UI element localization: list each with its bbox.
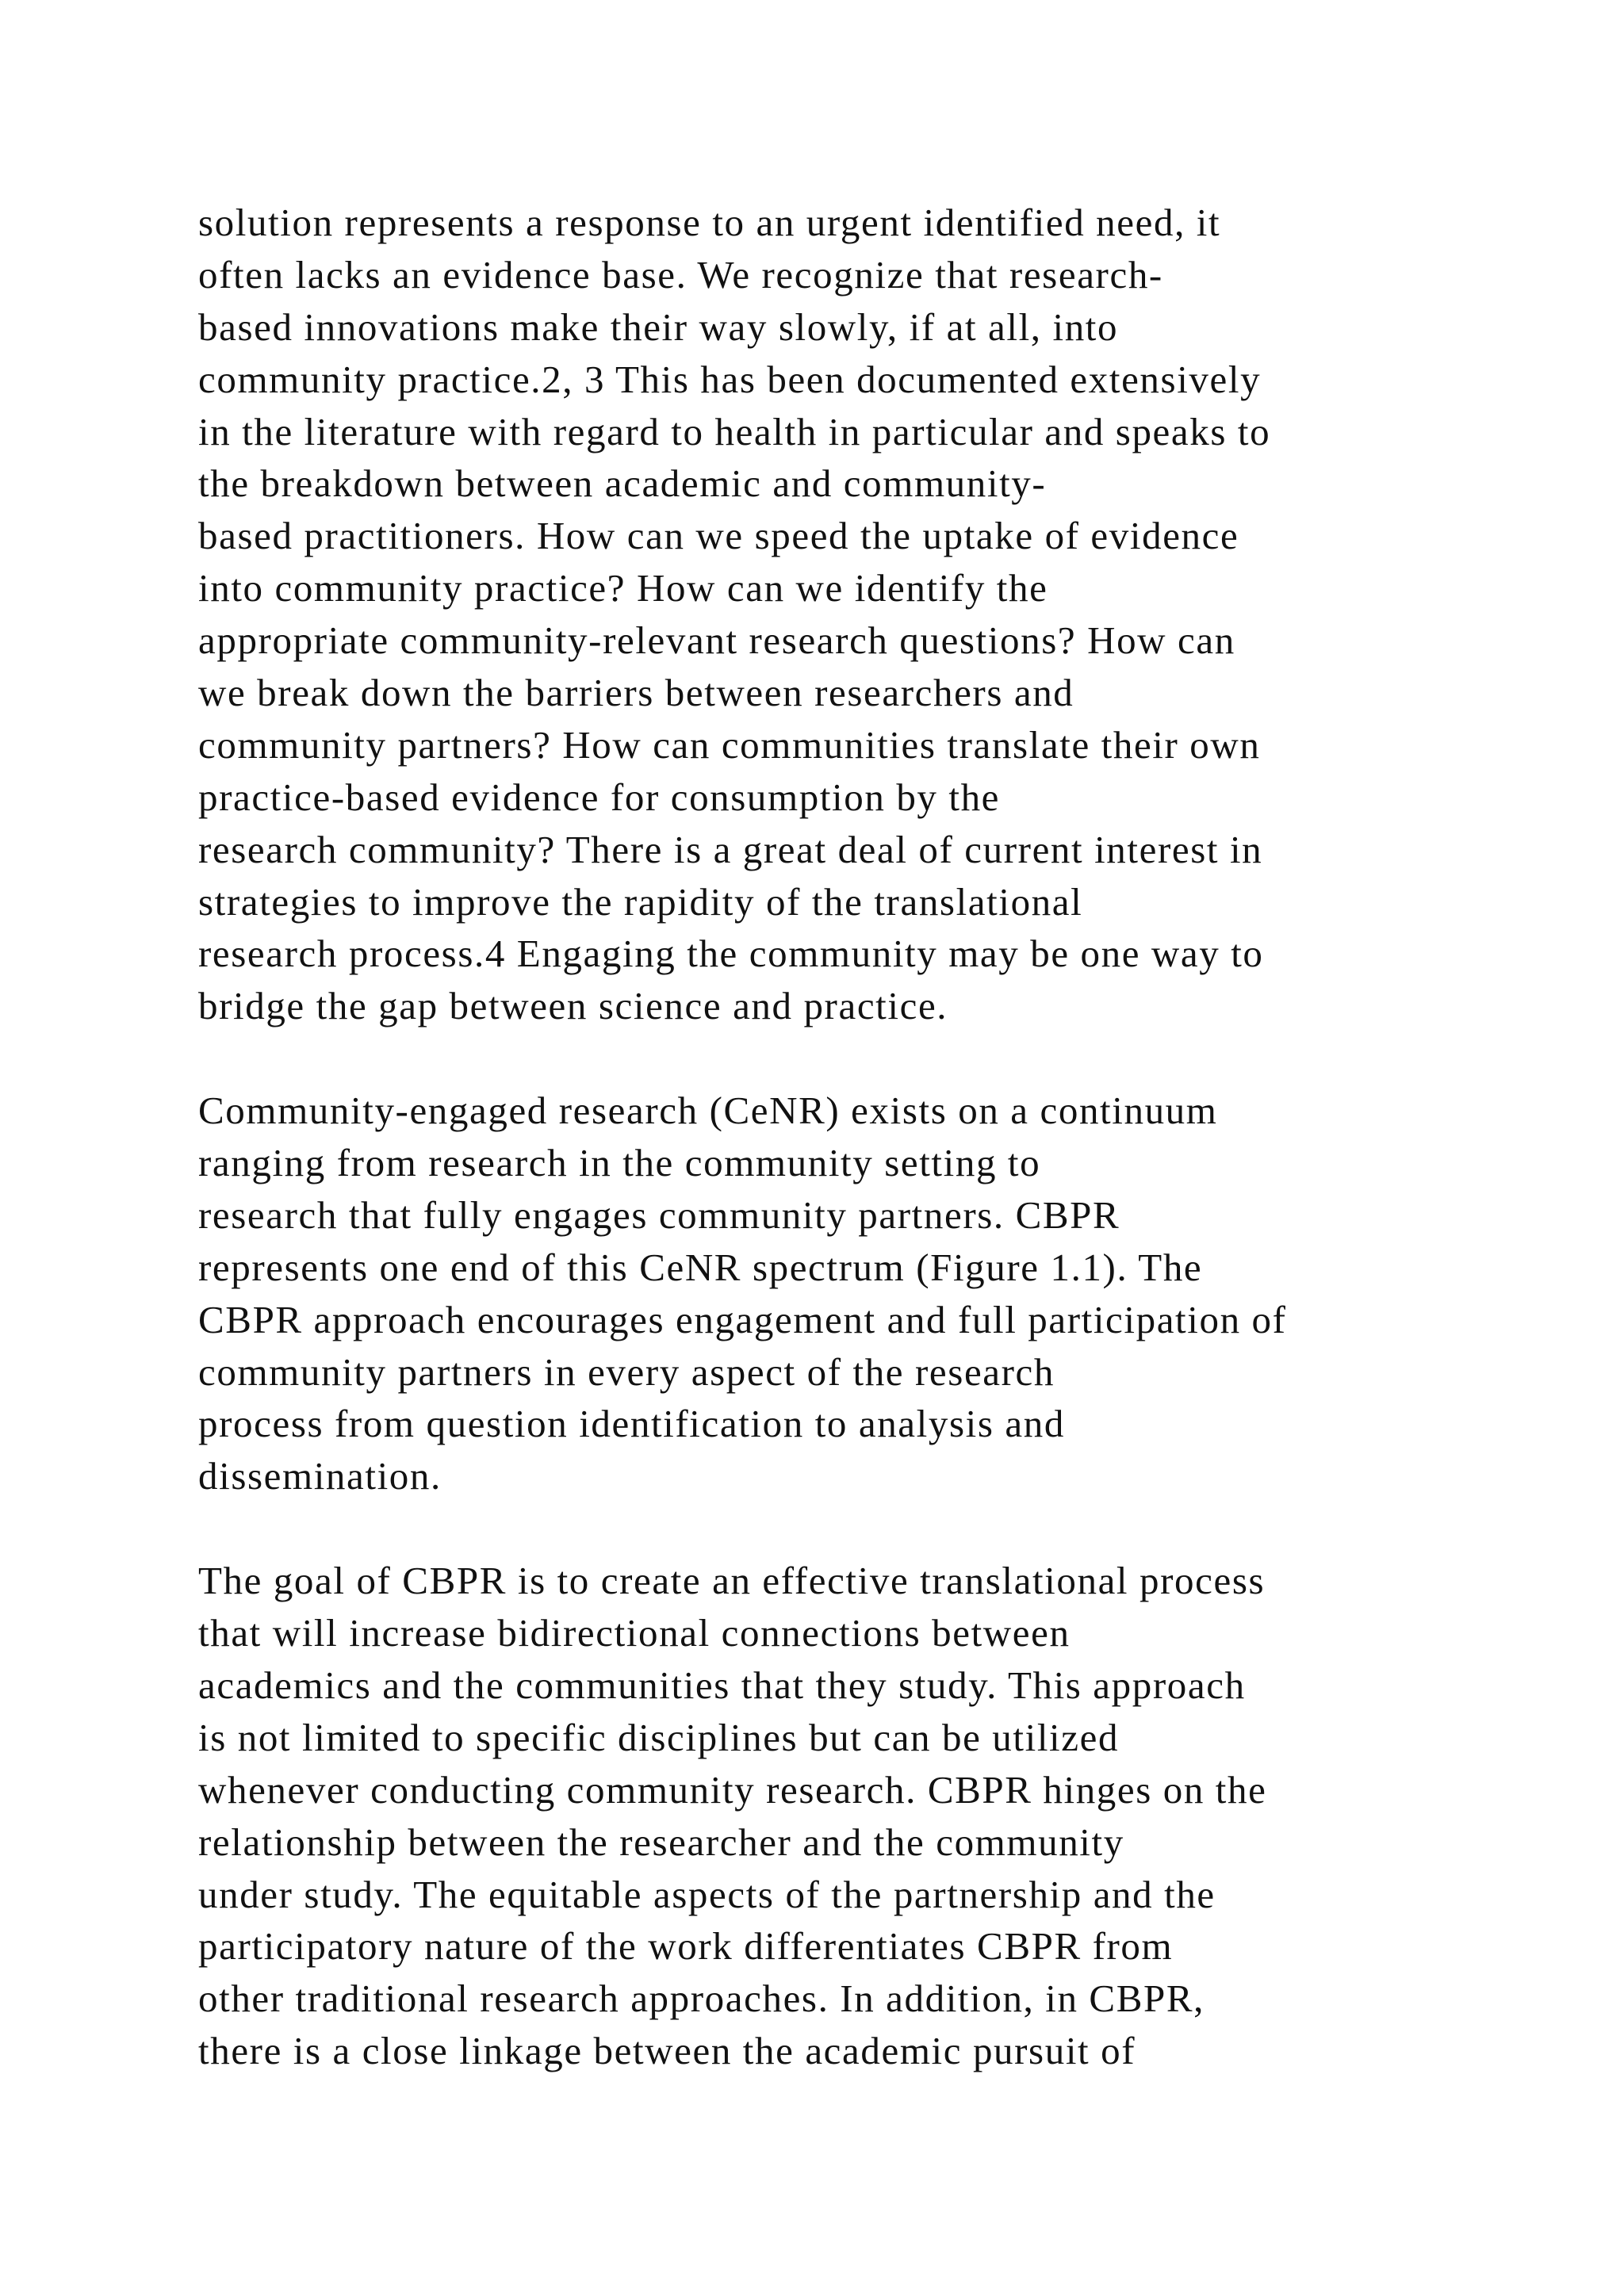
- text-line: research that fully engages community partners. CBPR: [198, 1192, 1120, 1237]
- text-line: practice-based evidence for consumption by the: [198, 775, 1001, 819]
- text-line: into community practice? How can we identify the: [198, 566, 1048, 610]
- text-line: dissemination.: [198, 1454, 442, 1498]
- text-line: strategies to improve the rapidity of the translational: [198, 879, 1083, 924]
- paragraph-cenr-continuum: [198, 1085, 1546, 1502]
- text-line: community partners? How can communities translate their own: [198, 722, 1261, 767]
- text-line: appropriate community-relevant research questions? How can: [198, 618, 1235, 663]
- text-line: represents one end of this CeNR spectrum (Figure 1.1). The: [198, 1245, 1203, 1289]
- text-line: bridge the gap between science and practice.: [198, 984, 948, 1028]
- text-line: other traditional research approaches. In addition, in CBPR,: [198, 1976, 1205, 2021]
- body-text: [198, 197, 1546, 2077]
- text-line: ranging from research in the community setting to: [198, 1141, 1041, 1185]
- text-line: CBPR approach encourages engagement and full participation of: [198, 1297, 1287, 1341]
- text-line: The goal of CBPR is to create an effective translational process: [198, 1559, 1266, 1603]
- text-line: participatory nature of the work differentiates CBPR from: [198, 1924, 1174, 1969]
- text-line: we break down the barriers between researchers and: [198, 671, 1074, 715]
- paragraph-cbpr-goal: [198, 1555, 1546, 2077]
- text-line: in the literature with regard to health in particular and speaks to: [198, 409, 1271, 453]
- text-line: often lacks an evidence base. We recognize that research-: [198, 252, 1163, 297]
- text-line: under study. The equitable aspects of the partnership and the: [198, 1872, 1216, 1916]
- text-line: the breakdown between academic and community-: [198, 461, 1047, 506]
- text-line: relationship between the researcher and the community: [198, 1820, 1124, 1864]
- text-line: process from question identification to analysis and: [198, 1402, 1065, 1446]
- text-line: there is a close linkage between the academic pursuit of: [198, 2029, 1136, 2073]
- text-line: whenever conducting community research. CBPR hinges on the: [198, 1767, 1267, 1812]
- text-line: based practitioners. How can we speed the uptake of evidence: [198, 514, 1239, 558]
- text-line: research community? There is a great deal of current interest in: [198, 827, 1263, 871]
- text-line: community partners in every aspect of the research: [198, 1349, 1055, 1394]
- text-line: is not limited to specific disciplines but can be utilized: [198, 1715, 1120, 1759]
- text-line: research process.4 Engaging the community may be one way to: [198, 932, 1264, 976]
- text-line: that will increase bidirectional connections between: [198, 1611, 1071, 1655]
- text-line: Community-engaged research (CeNR) exists on a continuum: [198, 1089, 1218, 1133]
- text-line: community practice.2, 3 This has been documented extensively: [198, 357, 1262, 401]
- text-line: academics and the communities that they study. This approach: [198, 1663, 1246, 1707]
- paragraph-evidence-gap: [198, 197, 1546, 1032]
- text-line: solution represents a response to an urgent identified need, it: [198, 201, 1221, 244]
- text-line: based innovations make their way slowly, if at all, into: [198, 304, 1119, 349]
